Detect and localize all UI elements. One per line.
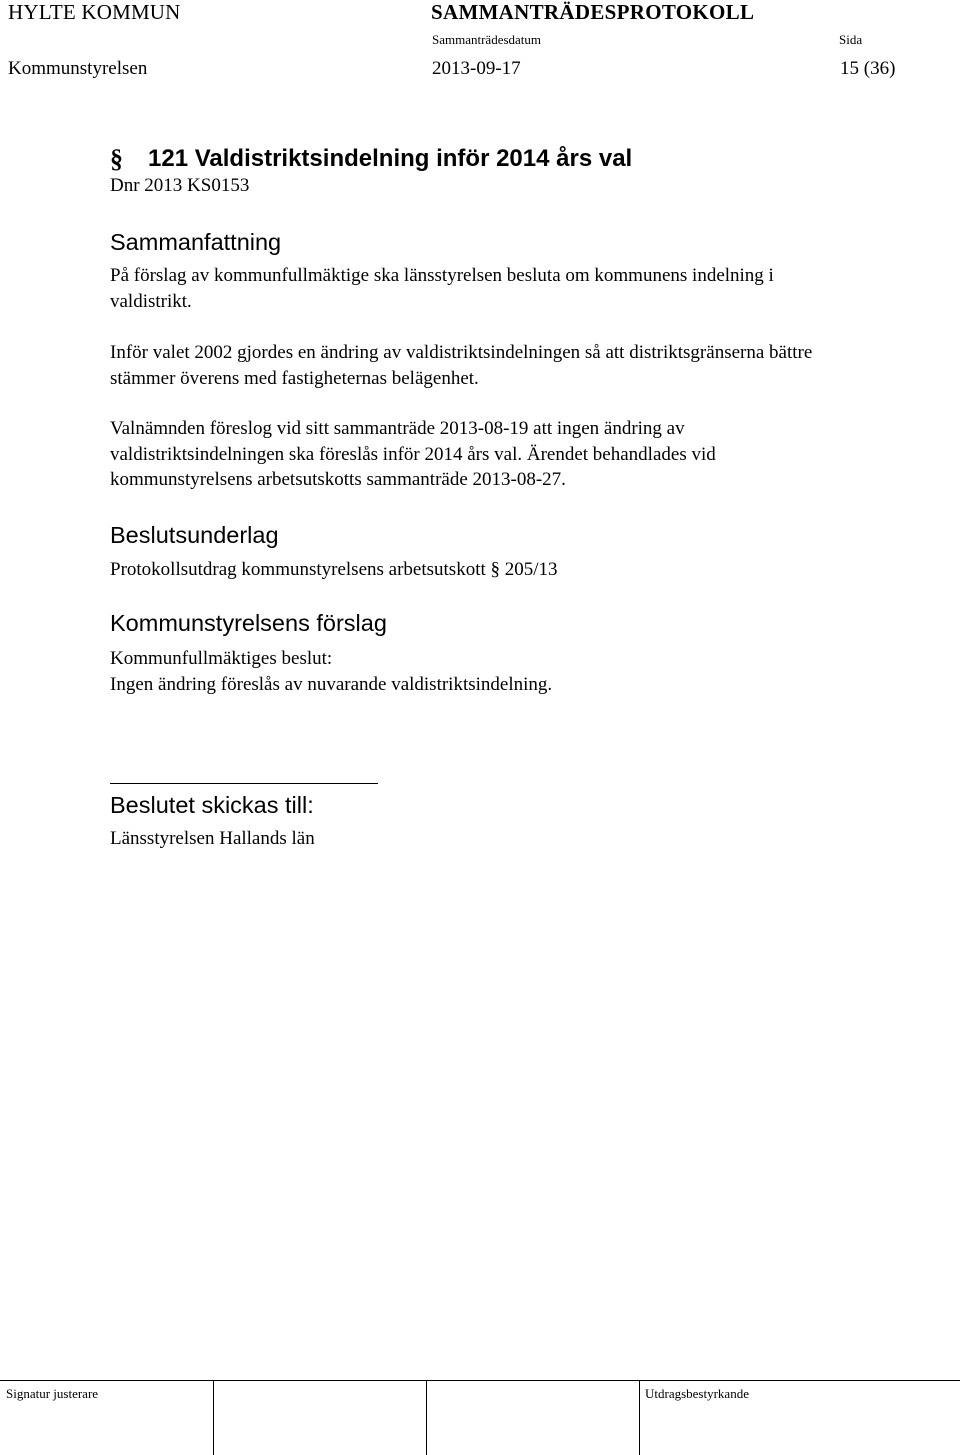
municipality-name: HYLTE KOMMUN	[8, 0, 181, 24]
text-line: kommunstyrelsens arbetsutskotts sammanträde 2013-08-27.	[110, 469, 566, 490]
summary-paragraph-3	[110, 416, 716, 493]
page-label: Sida	[839, 32, 863, 47]
text-line: Valnämnden föreslog vid sitt sammanträde 2013-08-19 att ingen ändring av	[110, 418, 685, 439]
governing-body: Kommunstyrelsen	[8, 58, 148, 79]
summary-heading: Sammanfattning	[110, 229, 282, 255]
footer-divider	[213, 1381, 214, 1455]
page-number: 15 (36)	[840, 58, 896, 79]
footer-divider	[426, 1381, 427, 1455]
footer-divider	[639, 1381, 640, 1455]
document-type-title: SAMMANTRÄDESPROTOKOLL	[431, 0, 755, 24]
text-line: valdistriktsindelningen ska föreslås inför 2014 års val. Ärendet behandlades vid	[110, 443, 716, 465]
text-line: Ingen ändring föreslås av nuvarande valdistriktsindelning.	[110, 673, 553, 695]
section-title: 121 Valdistriktsindelning inför 2014 års val	[148, 145, 633, 172]
distribution-recipient: Länsstyrelsen Hallands län	[110, 828, 315, 849]
distribution-heading: Beslutet skickas till:	[110, 792, 314, 818]
summary-paragraph-2	[110, 340, 812, 391]
meeting-date-label: Sammanträdesdatum	[432, 32, 542, 47]
proposal-text	[110, 646, 552, 697]
text-line: Inför valet 2002 gjordes en ändring av valdistriktsindelningen så att distriktsgränserna bättre	[110, 342, 813, 363]
case-number: Dnr 2013 KS0153	[110, 175, 250, 196]
page-footer	[0, 1380, 960, 1455]
decision-basis-text: Protokollsutdrag kommunstyrelsens arbetsutskott § 205/13	[110, 559, 558, 580]
text-line: stämmer överens med fastigheternas belägenhet.	[110, 367, 479, 389]
text-line: valdistrikt.	[110, 290, 192, 312]
text-line: Kommunfullmäktiges beslut:	[110, 648, 333, 669]
separator-line	[110, 783, 378, 784]
decision-basis-heading: Beslutsunderlag	[110, 522, 279, 548]
proposal-heading: Kommunstyrelsens förslag	[110, 610, 387, 636]
text-line: På förslag av kommunfullmäktige ska länsstyrelsen besluta om kommunens indelning i	[110, 265, 774, 286]
summary-paragraph-1	[110, 263, 774, 314]
extract-certification-label: Utdragsbestyrkande	[645, 1386, 749, 1401]
meeting-date: 2013-09-17	[432, 58, 521, 79]
signature-label: Signatur justerare	[6, 1386, 99, 1401]
paragraph-symbol: §	[110, 144, 123, 173]
